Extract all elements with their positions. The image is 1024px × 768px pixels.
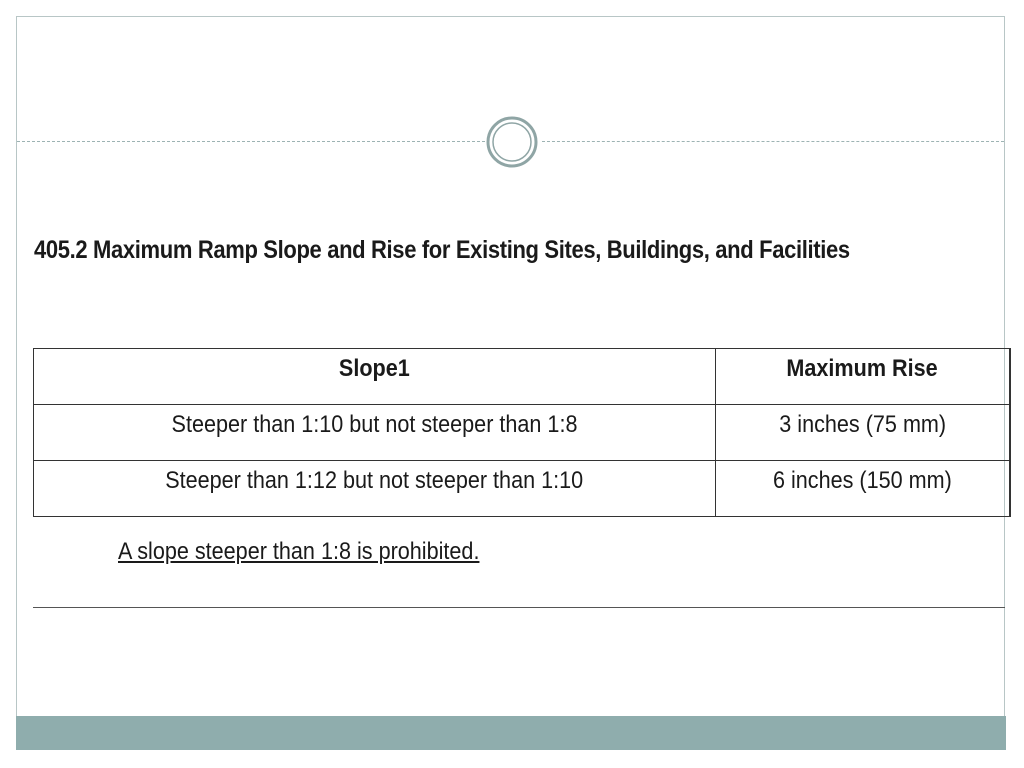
prohibition-note: A slope steeper than 1:8 is prohibited. [118,538,480,565]
cell-maximum-rise: 6 inches (150 mm) [716,461,1010,517]
cell-maximum-rise: 3 inches (75 mm) [716,405,1010,461]
cell-slope: Steeper than 1:10 but not steeper than 1:8 [34,405,716,461]
divider-left [17,141,485,142]
header-maximum-rise: Maximum Rise [716,349,1010,405]
header-slope: Slope1 [34,349,716,405]
table-header-row [34,349,1010,405]
table-row [34,461,1010,517]
ramp-slope-table [33,348,1011,517]
divider-right [542,141,1004,142]
footer-bar [16,716,1006,750]
table-row [34,405,1010,461]
horizontal-rule [33,607,1005,608]
slide-title: 405.2 Maximum Ramp Slope and Rise for Existing Sites, Buildings, and Facilities [34,236,850,264]
cell-slope: Steeper than 1:12 but not steeper than 1:10 [34,461,716,517]
circle-ornament-icon [485,115,539,169]
